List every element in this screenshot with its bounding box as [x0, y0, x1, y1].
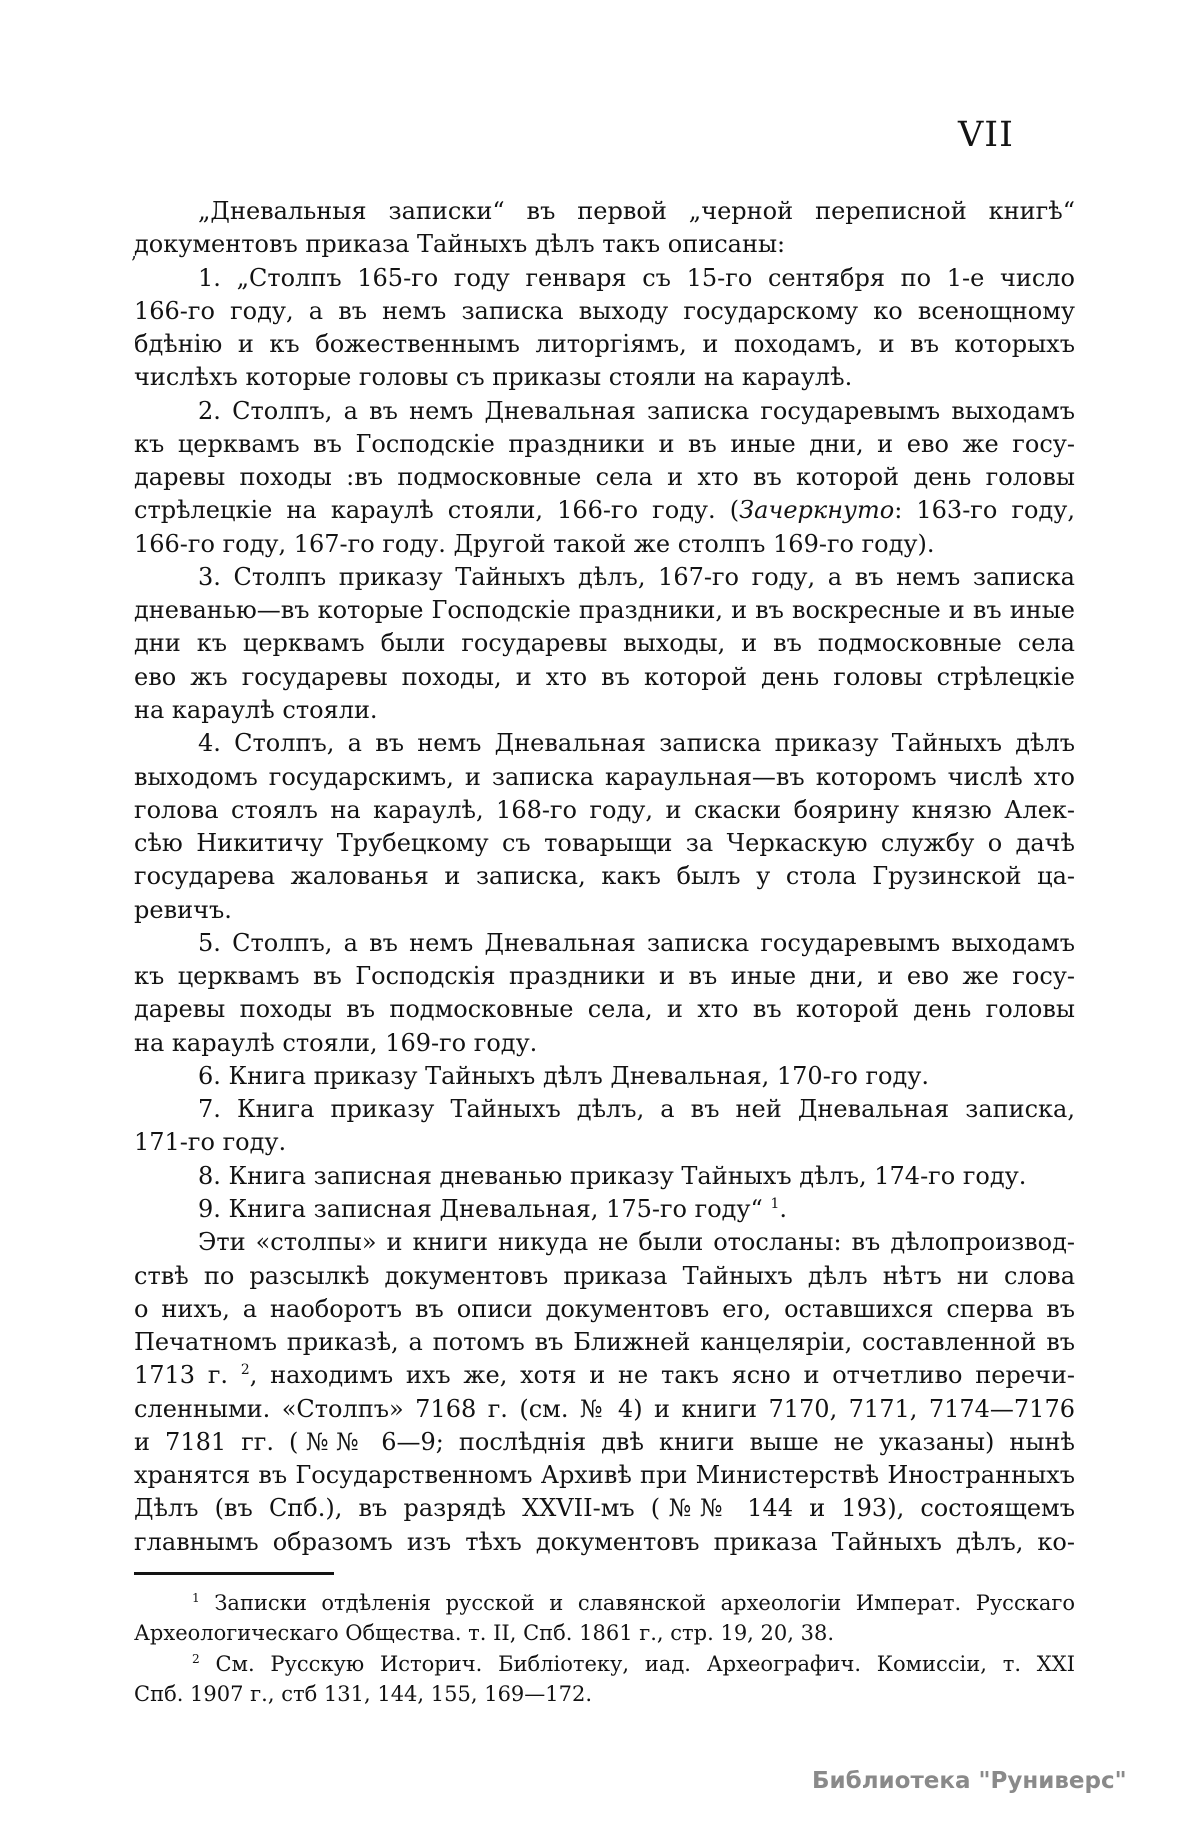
text-segment: хранятся въ Государственномъ Архивѣ при Министерствѣ Иностранныхъ [134, 1461, 1075, 1490]
text-segment: документовъ приказа Тайныхъ дѣлъ такъ описаны: [134, 230, 786, 259]
page-number: VII [958, 115, 1014, 155]
text-segment: голова стоялъ на караулѣ, 168-го году, и скаски боярину князю Алек- [134, 795, 1075, 824]
text-segment: . [779, 1194, 787, 1223]
body-text-line [134, 1326, 1075, 1359]
text-segment: Печатномъ приказѣ, а потомъ въ Ближней канцеляріи, составленной въ [134, 1328, 1075, 1357]
body-text-line [134, 361, 1075, 394]
body-text-line [134, 461, 1075, 494]
text-segment: , находимъ ихъ же, хотя и не такъ ясно и отчетливо перечи- [249, 1361, 1075, 1390]
text-segment: 166-го году, а въ немъ записка выходу государскому ко всенощному [134, 296, 1075, 325]
text-segment: 1713 г. [134, 1361, 241, 1390]
text-segment: о нихъ, а наоборотъ въ описи документовъ его, оставшихся сперва въ [134, 1294, 1075, 1323]
text-segment: дневанью—въ которые Господскіе праздники, и въ воскресные и въ иные [134, 596, 1075, 625]
body-text-line [134, 328, 1075, 361]
body-text-line [134, 1027, 1075, 1060]
text-segment: ревичъ. [134, 895, 232, 924]
text-segment: 4. Столпъ, а въ немъ Дневальная записка приказу Тайныхъ дѣлъ [198, 729, 1075, 758]
text-segment: главнымъ образомъ изъ тѣхъ документовъ приказа Тайныхъ дѣлъ, ко- [134, 1527, 1075, 1556]
body-text-line [134, 1260, 1075, 1293]
text-segment: выходомъ государскимъ, и записка караульная—въ которомъ числѣ хто [134, 762, 1075, 791]
print-artifact-mark: ʼ [130, 253, 137, 275]
body-text-line [134, 661, 1075, 694]
body-text-line [134, 295, 1075, 328]
footnote-line [134, 1649, 1075, 1679]
text-segment: Дѣлъ (въ Спб.), въ разрядѣ XXVII-мъ (№№ 144 и 193), состоящемъ [134, 1494, 1075, 1523]
body-text-line [134, 1459, 1075, 1492]
text-segment: даревы походы въ подмосковные села, и хто въ которой день головы [134, 995, 1075, 1024]
text-segment: 9. Книга записная Дневальная, 175-го году“ [198, 1194, 771, 1223]
body-text-line [134, 727, 1075, 760]
footnote-marker: 2 [192, 1651, 200, 1666]
body-text-line [134, 1193, 1075, 1226]
text-segment: 1. „Столпъ 165-го году генваря съ 15-го сентября по 1-е число [198, 263, 1075, 292]
text-segment: 7. Книга приказу Тайныхъ дѣлъ, а въ ней Дневальная записка, [198, 1095, 1075, 1124]
body-text-line [134, 1393, 1075, 1426]
page-body-text [134, 195, 1075, 1559]
text-segment: 8. Книга записная дневанью приказу Тайныхъ дѣлъ, 174-го году. [198, 1161, 1027, 1190]
body-text-line [134, 1093, 1075, 1126]
text-segment: къ церквамъ въ Господскіе праздники и въ иные дни, и ево же госу- [134, 429, 1075, 458]
text-segment: къ церквамъ въ Господскія праздники и въ иные дни, и ево же госу- [134, 962, 1075, 991]
footnote-line [134, 1618, 1075, 1648]
body-text-line [134, 228, 1075, 261]
text-segment: „Дневальныя записки“ въ первой „черной переписной книгѣ“ [198, 197, 1075, 225]
text-segment: стрѣлецкіе на караулѣ стояли, 166-го году. ( [134, 496, 740, 525]
body-text-line [134, 794, 1075, 827]
body-text-line [134, 1426, 1075, 1459]
text-segment: бдѣнію и къ божественнымъ литоргіямъ, и походамъ, и въ которыхъ [134, 330, 1075, 359]
footnote-marker: 1 [192, 1591, 200, 1605]
text-segment: : 163-го году, [894, 496, 1075, 525]
body-text-line [134, 395, 1075, 428]
text-segment: 166-го году, 167-го году. Другой такой же столпъ 169-го году). [134, 529, 935, 558]
body-text-line [134, 627, 1075, 660]
footnote-line [134, 1679, 1075, 1709]
footnote-marker: 2 [240, 1362, 250, 1379]
text-segment: сѣю Никитичу Трубецкому съ товарыщи за Черкаскую службу о дачѣ [134, 829, 1075, 858]
footnote-separator [134, 1572, 334, 1575]
body-text-line [134, 860, 1075, 893]
footnotes [134, 1588, 1075, 1709]
text-segment: 3. Столпъ приказу Тайныхъ дѣлъ, 167-го году, а въ немъ записка [198, 562, 1075, 591]
body-text-line [134, 827, 1075, 860]
body-text-line [134, 761, 1075, 794]
text-segment: ствѣ по разсылкѣ документовъ приказа Тайныхъ дѣлъ нѣтъ ни слова [134, 1261, 1075, 1290]
text-segment: См. Русскую Историч. Библіотеку, иад. Археографич. Комиссіи, т. XXI [199, 1651, 1075, 1676]
body-text-line [134, 1160, 1075, 1193]
text-segment: сленными. «Столпъ» 7168 г. (см. № 4) и книги 7170, 7171, 7174—7176 [134, 1394, 1075, 1423]
text-segment: на караулѣ стояли, 169-го году. [134, 1028, 538, 1057]
body-text-line [134, 594, 1075, 627]
body-text-line [134, 1060, 1075, 1093]
body-text-line [134, 1293, 1075, 1326]
text-segment: Эти «столпы» и книги никуда не были отосланы: въ дѣлопроизвод- [198, 1228, 1075, 1257]
text-segment: 5. Столпъ, а въ немъ Дневальная записка государевымъ выходамъ [198, 928, 1075, 957]
body-text-line [134, 1492, 1075, 1525]
body-text-line [134, 694, 1075, 727]
body-text-line [134, 960, 1075, 993]
text-segment: 2. Столпъ, а въ немъ Дневальная записка государевымъ выходамъ [198, 396, 1075, 425]
body-text-line [134, 1359, 1075, 1392]
text-segment: Спб. 1907 г., стб 131, 144, 155, 169—172. [134, 1681, 593, 1706]
text-segment: числѣхъ которые головы съ приказы стояли на караулѣ. [134, 363, 853, 392]
body-text-line [134, 262, 1075, 295]
text-segment: на караулѣ стояли. [134, 695, 378, 724]
text-segment: государева жалованья и записка, какъ былъ у стола Грузинской ца- [134, 862, 1075, 891]
body-text-line [134, 927, 1075, 960]
body-text-line [134, 993, 1075, 1026]
body-text-line [134, 1226, 1075, 1259]
body-text-line [134, 561, 1075, 594]
text-segment: Записки отдѣленія русской и славянской археологіи Императ. Русскаго [199, 1591, 1075, 1615]
body-text-line [134, 195, 1075, 228]
footnote-line [134, 1588, 1075, 1618]
body-text-line [134, 894, 1075, 927]
library-watermark: Библиотека "Руниверс" [812, 1768, 1127, 1794]
text-segment: даревы походы :въ подмосковные села и хто въ которой день головы [134, 463, 1075, 492]
text-segment: дни къ церквамъ были государевы выходы, и въ подмосковные села [134, 629, 1075, 658]
body-text-line [134, 1526, 1075, 1559]
body-text-line [134, 428, 1075, 461]
body-text-line [134, 494, 1075, 527]
footnote-marker: 1 [770, 1195, 780, 1212]
italic-text: Зачеркнуто [739, 496, 895, 525]
text-segment: Археологическаго Общества. т. II, Спб. 1861 г., стр. 19, 20, 38. [134, 1621, 834, 1646]
body-text-line [134, 1126, 1075, 1159]
text-segment: 171-го году. [134, 1128, 287, 1157]
text-segment: 6. Книга приказу Тайныхъ дѣлъ Дневальная, 170-го году. [198, 1061, 930, 1090]
body-text-line [134, 528, 1075, 561]
text-segment: ево жъ государевы походы, и хто въ которой день головы стрѣлецкіе [134, 662, 1075, 691]
text-segment: и 7181 гг. (№№ 6—9; послѣднія двѣ книги выше не указаны) нынѣ [134, 1427, 1075, 1456]
